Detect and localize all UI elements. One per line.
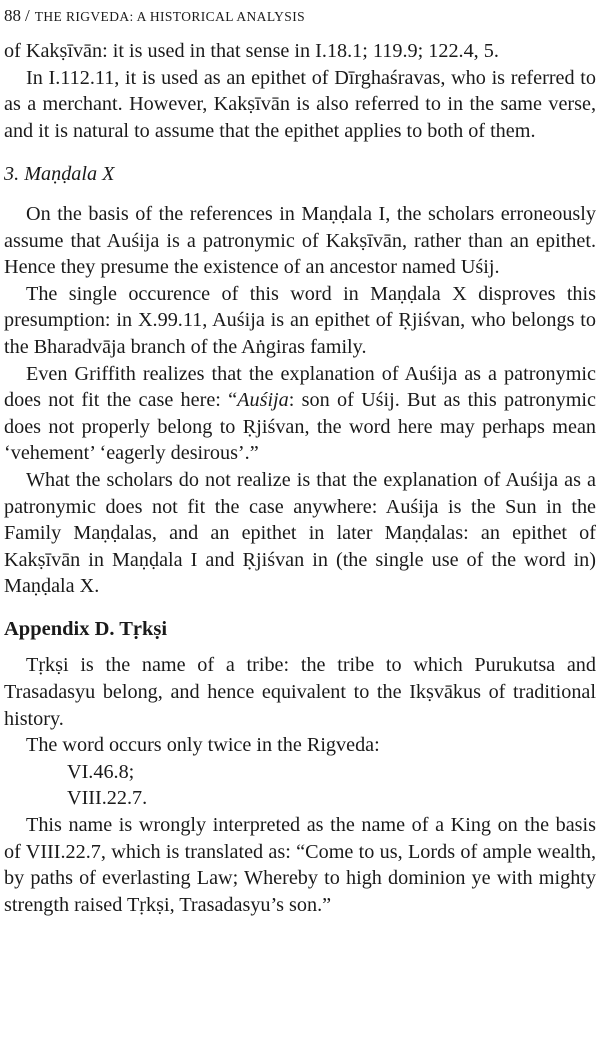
paragraph-scholars-realize: What the scholars do not realize is that the explanation of Auśija as a patronymic does not fit the case anywhere: Auśija is the Sun in the Family Maṇḍalas, and an epithet in later Maṇḍalas: an epithet of Kakṣīvān in Maṇḍala I and Ṛjiśvan in (the single use of the word in) Maṇḍala X. xyxy=(4,468,596,598)
header-separator: / xyxy=(25,6,30,25)
paragraph-single-occurence: The single occurence of this word in Maṇḍala X disproves this presumption: in X.99.11, Auśija is an epithet of Ṛjiśvan, who belongs to the Bharadvāja branch of the Aṅgiras family. xyxy=(4,282,596,358)
paragraph-wrongly-interpreted: This name is wrongly interpreted as the name of a King on the basis of VIII.22.7, which is translated as: “Come to us, Lords of ample wealth, by paths of everlasting Law; Whereby to high dominion ye with mighty strength raised Tṛkṣi, Trasadasyu’s son.” xyxy=(4,814,596,916)
reference-item: VI.46.8; xyxy=(67,760,135,783)
griffith-text-before: Even Griffith realizes that the explanation of Auśija as a patronymic does not fit the case here: “ xyxy=(4,362,596,412)
paragraph-continued: of Kakṣīvān: it is used in that sense in I.18.1; 119.9; 122.4, 5. xyxy=(4,40,499,62)
page-number: 88 xyxy=(4,6,21,25)
paragraph-scholars-assume: On the basis of the references in Maṇḍala I, the scholars erroneously assume that Auśija is a patronymic of Kakṣīvān, rather than an epithet. Hence they presume the existence of an ancestor named Uśij. xyxy=(4,202,596,279)
body-text xyxy=(4,38,596,918)
paragraph-trksi-tribe: Tṛkṣi is the name of a tribe: the tribe to which Purukutsa and Trasadasyu belong, and hence equivalent to the Ikṣvākus of traditional history. xyxy=(4,654,596,730)
section-heading-mandala-x: 3. Maṇḍala X xyxy=(4,163,115,186)
running-title: THE RIGVEDA: A HISTORICAL ANALYSIS xyxy=(34,9,305,24)
reference-list xyxy=(4,759,596,812)
running-head xyxy=(4,6,305,27)
paragraph-griffith xyxy=(4,361,596,467)
paragraph-dirghasravas: In I.112.11, it is used as an epithet of Dīrghaśravas, who is referred to as a merchant. However, Kakṣīvān is also referred to in the same verse, and it is natural to assume that the epithet applies to both of them. xyxy=(4,66,596,142)
griffith-text-after: : son of Uśij. But as this patronymic does not properly belong to Ṛjiśvan, the word here may perhaps mean ‘vehement’ ‘eagerly desirous’.” xyxy=(4,389,596,465)
appendix-heading: Appendix D. Tṛkṣi xyxy=(4,617,168,640)
reference-item: VIII.22.7. xyxy=(67,787,148,810)
paragraph-occurs-twice: The word occurs only twice in the Rigveda: xyxy=(26,734,380,757)
griffith-quoted-term: Auśija xyxy=(237,389,289,412)
